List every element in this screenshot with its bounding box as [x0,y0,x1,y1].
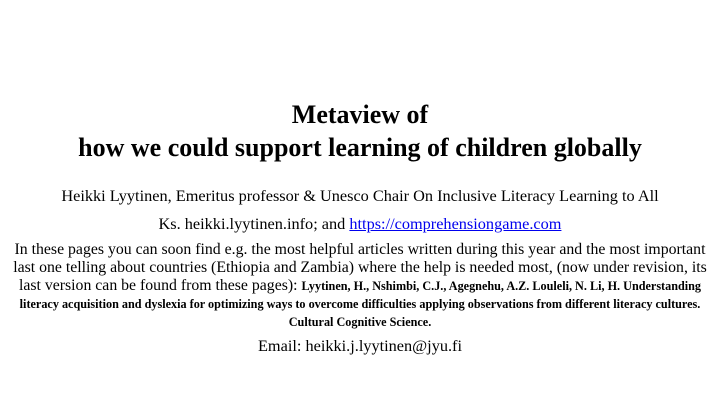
slide-title [0,98,720,164]
title-line-1: Metaview of [291,100,429,129]
title-line-2: how we could support learning of children globally [78,133,642,162]
body-text: In these pages you can soon find e.g. the most helpful articles written during this year and the most important last one telling about countries (Ethiopia and Zambia) where the help is needed most, (now under revision, its last version can be found from these pages): [13,241,707,294]
website-prefix: Ks. heikki.lyytinen.info; and [158,214,350,233]
body-paragraph [6,241,714,331]
reference-citation: Lyytinen, H., Nshimbi, C.J., Agegnehu, A.Z. Louleli, N. Li, H. Understanding literacy acquisition and dyslexia for optimizing ways to overcome difficulties applying observations from different literacy cultures. Cultural Cognitive Science. [19,279,702,329]
website-line [0,214,720,234]
email-line: Email: heikki.j.lyytinen@jyu.fi [257,336,462,355]
website-link[interactable]: https://comprehensiongame.com [349,214,562,233]
author-line: Heikki Lyytinen, Emeritus professor & Unesco Chair On Inclusive Literacy Learning to All [61,186,659,205]
